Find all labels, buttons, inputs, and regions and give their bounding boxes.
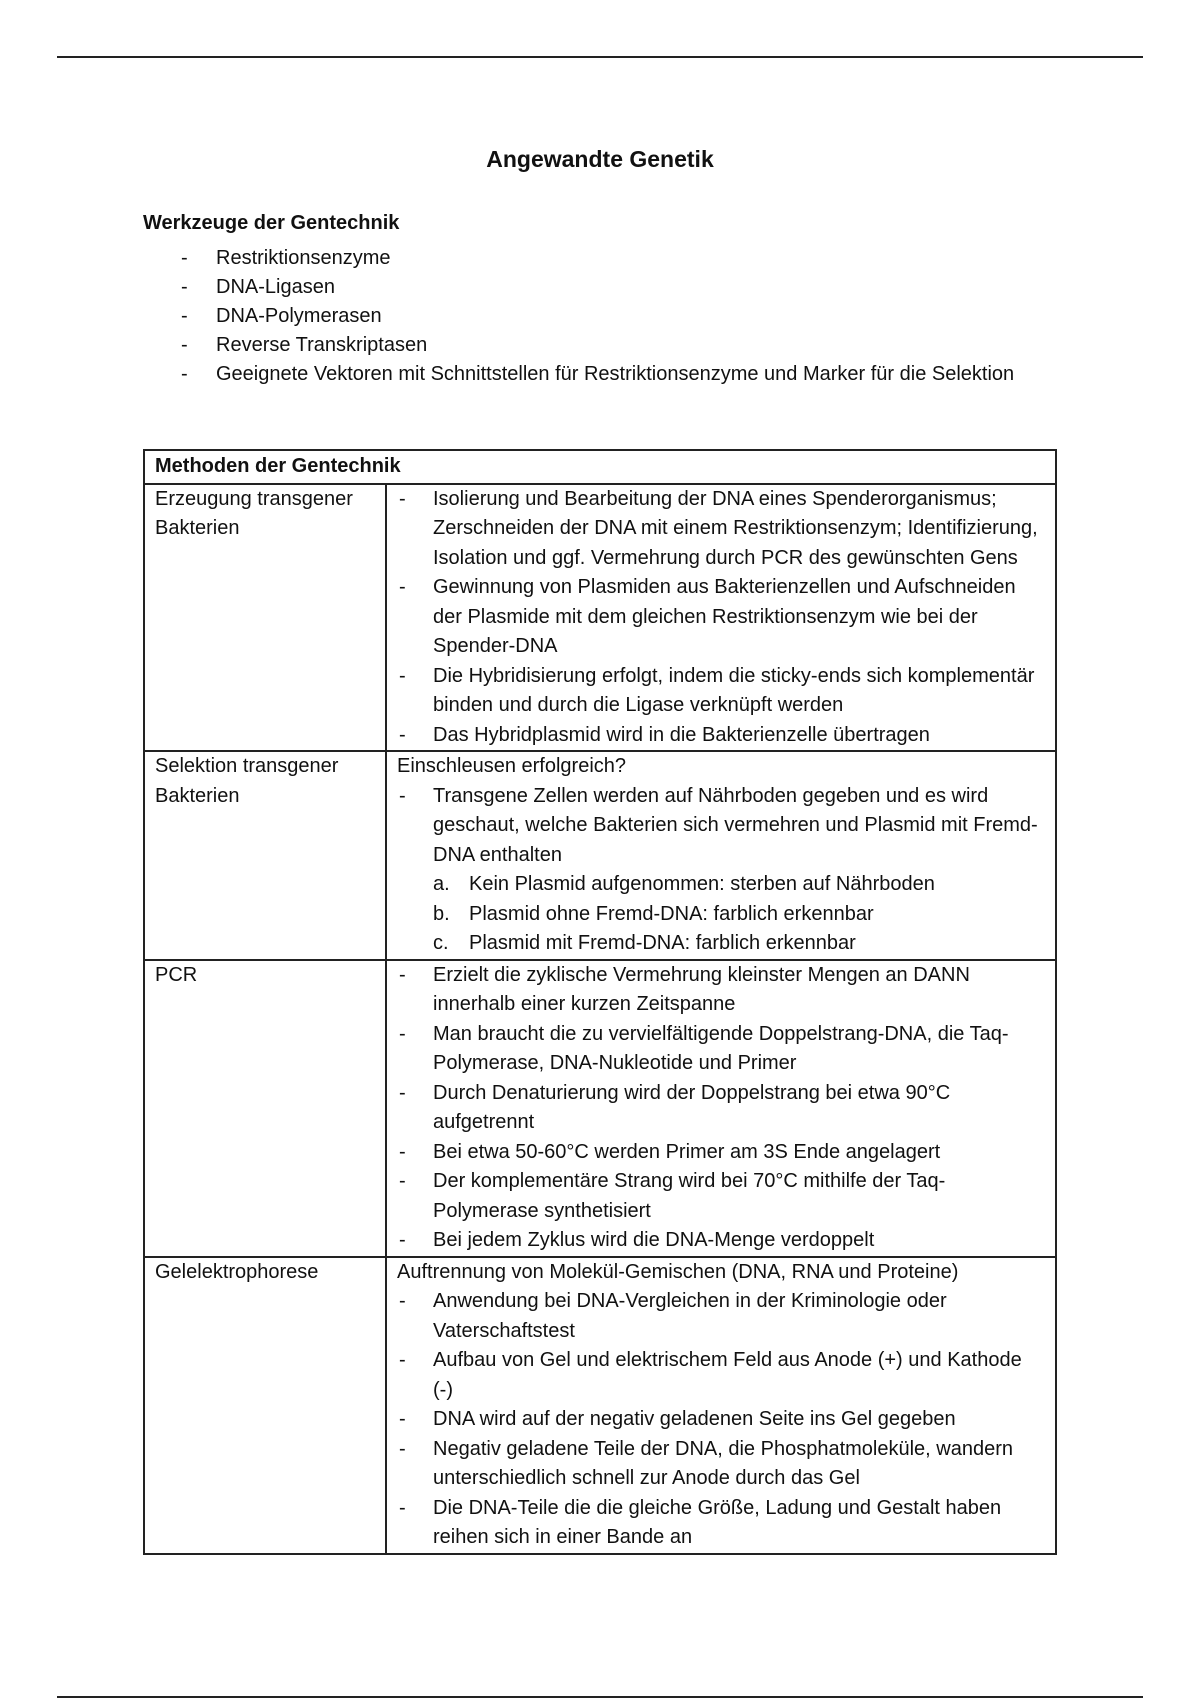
methods-table	[143, 449, 1057, 1555]
list-item	[143, 273, 1043, 302]
list-item	[397, 1287, 1045, 1346]
list-item	[143, 360, 1043, 389]
list-item	[397, 1167, 1045, 1226]
list-item	[143, 302, 1043, 331]
list-item-text: Die Hybridisierung erfolgt, indem die sticky-ends sich komplementär binden und durch die Ligase verknüpft werden	[433, 664, 1035, 716]
list-item-text: Durch Denaturierung wird der Doppelstrang bei etwa 90°C aufgetrennt	[433, 1081, 951, 1133]
list-item-text: Bei etwa 50-60°C werden Primer am 3S Ende angelagert	[433, 1140, 941, 1163]
bullet-dash: -	[399, 1496, 406, 1519]
bullet-dash: -	[399, 1081, 406, 1104]
sub-list-item-text: Plasmid mit Fremd-DNA: farblich erkennbar	[469, 932, 856, 954]
method-description	[386, 484, 1056, 752]
list-item-text: Aufbau von Gel und elektrischem Feld aus Anode (+) und Kathode (-)	[433, 1349, 1022, 1401]
list-item-text: Reverse Transkriptasen	[216, 334, 428, 356]
bullet-dash: -	[399, 1290, 406, 1312]
list-item-text: DNA-Ligasen	[216, 276, 335, 298]
method-items	[397, 782, 1045, 871]
bullet-dash: -	[399, 1140, 406, 1163]
list-item-text: Erzielt die zyklische Vermehrung kleinster Mengen an DANN innerhalb einer kurzen Zeitspanne	[433, 963, 970, 1015]
table-row	[144, 1257, 1056, 1554]
list-item-text: Bei jedem Zyklus wird die DNA-Menge verdoppelt	[433, 1229, 875, 1251]
sub-marker: b.	[433, 902, 450, 925]
method-items	[397, 961, 1045, 1256]
method-category: Gelelektrophorese	[144, 1257, 386, 1554]
method-category: PCR	[144, 960, 386, 1257]
sub-marker: a.	[433, 873, 450, 895]
list-item	[397, 1494, 1045, 1553]
bullet-dash: -	[399, 784, 406, 807]
sub-list-item	[397, 900, 1045, 930]
list-item	[397, 662, 1045, 721]
sub-list-item	[397, 870, 1045, 900]
list-item	[397, 961, 1045, 1020]
method-items	[397, 1287, 1045, 1553]
list-item-text: Restriktionsenzyme	[216, 247, 391, 269]
table-header: Methoden der Gentechnik	[144, 450, 1056, 484]
method-items	[397, 485, 1045, 751]
list-item	[397, 1020, 1045, 1079]
table-row	[144, 960, 1056, 1257]
method-category: Selektion transgener Bakterien	[144, 751, 386, 960]
bullet-dash: -	[181, 305, 188, 327]
list-item-text: Transgene Zellen werden auf Nährboden gegeben und es wird geschaut, welche Bakterien sich vermehren und Plasmid mit Fremd-DNA enthalten	[433, 784, 1038, 866]
list-item	[397, 1079, 1045, 1138]
tools-list	[143, 244, 1043, 389]
sub-list-item-text: Kein Plasmid aufgenommen: sterben auf Nährboden	[469, 873, 935, 895]
bullet-dash: -	[399, 576, 406, 598]
bullet-dash: -	[399, 963, 406, 986]
list-item-text: Geeignete Vektoren mit Schnittstellen für Restriktionsenzyme und Marker für die Selektion	[216, 363, 1015, 385]
sub-marker: c.	[433, 932, 449, 954]
sub-list-item-text: Plasmid ohne Fremd-DNA: farblich erkennbar	[469, 902, 874, 925]
table-row	[144, 751, 1056, 960]
bullet-dash: -	[399, 664, 406, 687]
list-item-text: Gewinnung von Plasmiden aus Bakterienzellen und Aufschneiden der Plasmide mit dem gleichen Restriktionsenzym wie bei der Spender-DNA	[433, 576, 1016, 657]
list-item-text: Anwendung bei DNA-Vergleichen in der Kriminologie oder Vaterschaftstest	[433, 1290, 947, 1342]
list-item-text: Das Hybridplasmid wird in die Bakterienzelle übertragen	[433, 723, 930, 746]
bullet-dash: -	[399, 1229, 406, 1251]
tools-heading: Werkzeuge der Gentechnik	[143, 212, 400, 234]
list-item	[397, 1346, 1045, 1405]
method-description	[386, 751, 1056, 960]
list-item-text: Man braucht die zu vervielfältigende Doppelstrang-DNA, die Taq-Polymerase, DNA-Nukleotide und Primer	[433, 1022, 1009, 1074]
list-item-text: Die DNA-Teile die die gleiche Größe, Ladung und Gestalt haben reihen sich in einer Bande an	[433, 1496, 1002, 1548]
bullet-dash: -	[399, 1349, 406, 1371]
list-item-text: Isolierung und Bearbeitung der DNA eines Spenderorganismus; Zerschneiden der DNA mit einem Restriktionsenzym; Identifizierung, Isolation und ggf. Vermehrung durch PCR des gewünschten Gens	[433, 487, 1038, 569]
bullet-dash: -	[399, 1022, 406, 1045]
list-item	[397, 1138, 1045, 1168]
list-item	[143, 331, 1043, 360]
table-header-row	[144, 450, 1056, 484]
bullet-dash: -	[399, 487, 406, 510]
list-item	[397, 1405, 1045, 1435]
list-item	[397, 1226, 1045, 1256]
sub-list-item	[397, 929, 1045, 959]
list-item	[397, 573, 1045, 662]
bullet-dash: -	[181, 363, 188, 385]
header-rule	[57, 56, 1143, 58]
list-item-text: Negativ geladene Teile der DNA, die Phosphatmoleküle, wandern unterschiedlich schnell zur Anode durch das Gel	[433, 1437, 1013, 1489]
method-description	[386, 960, 1056, 1257]
bullet-dash: -	[181, 334, 188, 356]
bullet-dash: -	[181, 276, 188, 298]
bullet-dash: -	[399, 1170, 406, 1192]
method-description	[386, 1257, 1056, 1554]
bullet-dash: -	[399, 1408, 406, 1430]
list-item	[143, 244, 1043, 273]
list-item	[397, 782, 1045, 871]
list-item-text: DNA wird auf der negativ geladenen Seite ins Gel gegeben	[433, 1408, 956, 1430]
bullet-dash: -	[399, 723, 406, 746]
bullet-dash: -	[399, 1437, 406, 1460]
list-item-text: DNA-Polymerasen	[216, 305, 382, 327]
method-intro: Einschleusen erfolgreich?	[397, 755, 627, 777]
method-category: Erzeugung transgener Bakterien	[144, 484, 386, 752]
list-item	[397, 1435, 1045, 1494]
list-item	[397, 485, 1045, 574]
bullet-dash: -	[181, 247, 188, 269]
sub-list	[397, 870, 1045, 959]
method-intro: Auftrennung von Molekül-Gemischen (DNA, RNA und Proteine)	[397, 1260, 959, 1283]
page-title: Angewandte Genetik	[486, 146, 714, 172]
list-item	[397, 721, 1045, 751]
list-item-text: Der komplementäre Strang wird bei 70°C mithilfe der Taq-Polymerase synthetisiert	[433, 1170, 946, 1222]
footer-rule	[57, 1696, 1143, 1698]
table-row	[144, 484, 1056, 752]
